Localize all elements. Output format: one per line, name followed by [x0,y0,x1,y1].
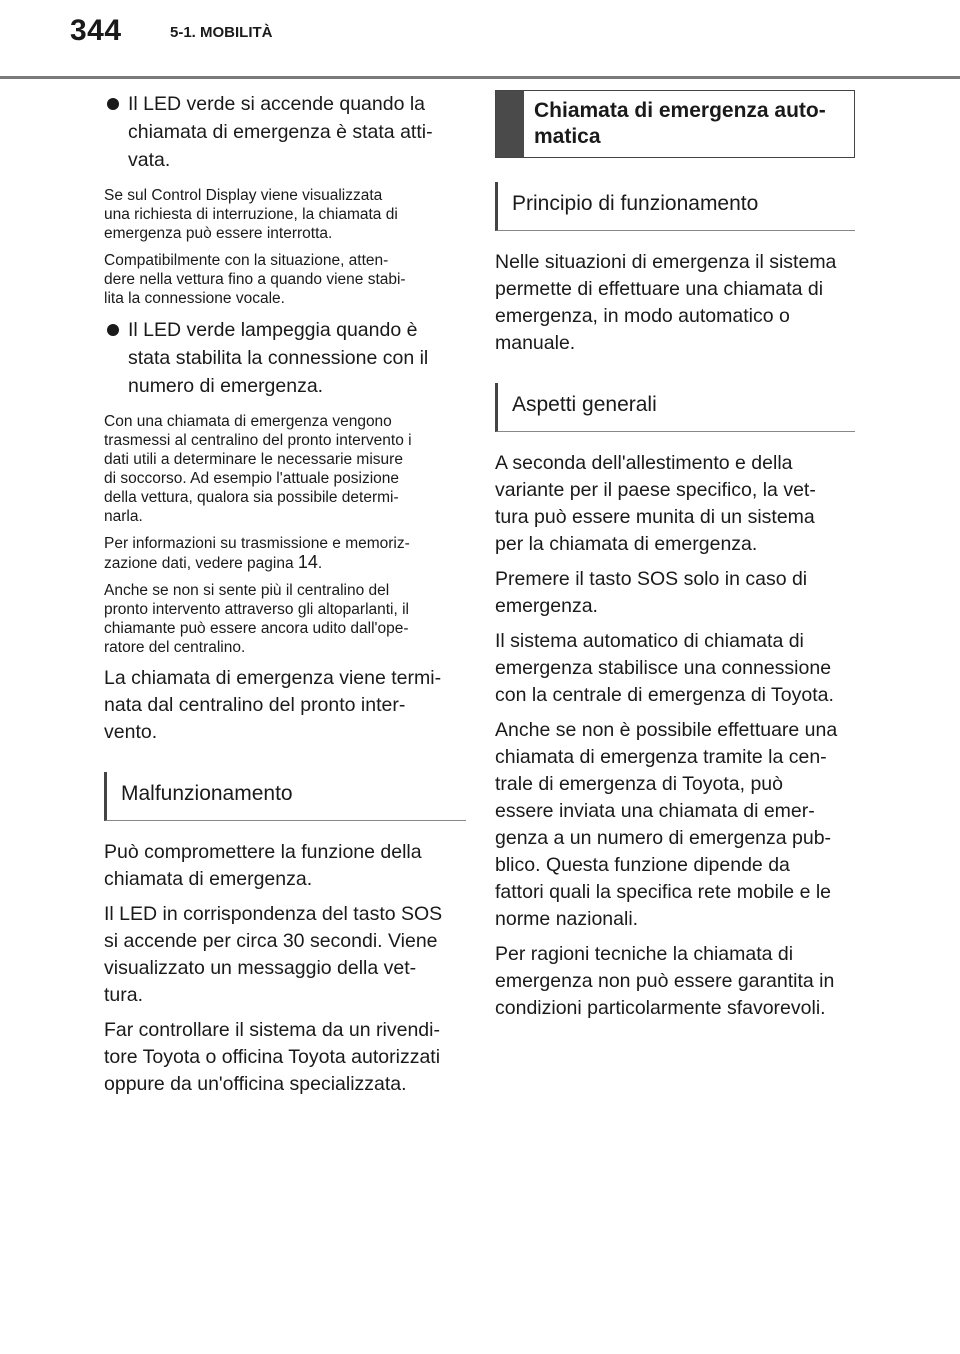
text-line: nata dal centralino del pronto inter- [104,694,406,716]
text-line: Il LED verde lampeggia quando è [128,319,418,341]
text-line: vata. [128,149,171,171]
text-line: permette di effettuare una chiamata di [495,278,824,300]
text-line: Per ragioni tecniche la chiamata di [495,943,794,965]
text-line: numero di emergenza. [128,375,324,397]
text-line: matica [534,125,601,148]
text-line: ratore del centralino. [104,639,246,656]
text-line: lita la connessione vocale. [104,290,285,307]
bullet-led-on [104,90,466,174]
header-rule [0,76,960,79]
note-wait [104,251,466,308]
bullet-led-blink [104,316,466,400]
text-line: per la chiamata di emergenza. [495,533,758,555]
chapter-heading-box [495,90,855,158]
text-line: narla. [104,508,143,525]
section-title: 5-1. MOBILITÀ [170,24,273,41]
text-line: trasmessi al centralino del pronto intervento i [104,432,412,449]
bullet-dot-icon [107,324,119,336]
text-line: Il sistema automatico di chiamata di [495,630,804,652]
note-speaker [104,581,466,657]
body-malfunction-1 [104,839,466,893]
text-line: emergenza stabilisce una connessione [495,657,832,679]
text-line: Anche se non si sente più il centralino del [104,582,390,599]
text-line: chiamata di emergenza tramite la cen- [495,746,827,768]
body-call-terminated [104,665,466,746]
text-line: stata stabilita la connessione con il [128,347,429,369]
text-line: Compatibilmente con la situazione, atten- [104,252,389,269]
text-line: chiamante può essere ancora udito dall'ope- [104,620,409,637]
text-line: di soccorso. Ad esempio l'attuale posizione [104,470,400,487]
text-line: variante per il paese specifico, la vet- [495,479,816,501]
text-line: Premere il tasto SOS solo in caso di [495,568,808,590]
subhead-general: Aspetti generali [495,383,855,432]
text-line: A seconda dell'allestimento e della [495,452,793,474]
text-line: chiamata di emergenza. [104,868,313,890]
chapter-heading-title [534,98,826,150]
text-line: Nelle situazioni di emergenza il sistema [495,251,837,273]
text-line: Anche se non è possibile effettuare una [495,719,838,741]
subhead-principle: Principio di funzionamento [495,182,855,231]
text-line: Il LED in corrispondenza del tasto SOS [104,903,443,925]
text-line: essere inviata una chiamata di emer- [495,800,815,822]
text-line: blico. Questa funzione dipende da [495,854,790,876]
text-line: emergenza non può essere garantita in [495,970,835,992]
text-line: visualizzato un messaggio della vet- [104,957,417,979]
text-line: tore Toyota o officina Toyota autorizzati [104,1046,441,1068]
text-line: chiamata di emergenza è stata atti- [128,121,433,143]
body-general-1 [495,450,855,558]
body-general-2 [495,566,855,620]
bullet-dot-icon [107,98,119,110]
left-column [104,90,466,1106]
body-general-3 [495,628,855,709]
body-malfunction-3 [104,1017,466,1098]
text-line: Far controllare il sistema da un rivendi- [104,1019,440,1041]
subhead-malfunction: Malfunzionamento [104,772,466,821]
body-principle [495,249,855,357]
text-line: vento. [104,721,158,743]
text-line: pronto intervento attraverso gli altoparlanti, il [104,601,409,618]
text-line: una richiesta di interruzione, la chiamata di [104,206,398,223]
text-line: Se sul Control Display viene visualizzata [104,187,383,204]
text-line: Il LED verde si accende quando la [128,93,426,115]
note-data-storage: Per informazioni su trasmissione e memoriz- zazione dati, vedere pagina 14. [104,535,410,572]
text-line: manuale. [495,332,576,354]
text-line: fattori quali la specifica rete mobile e le [495,881,832,903]
text-line: con la centrale di emergenza di Toyota. [495,684,834,706]
note-data-transmitted [104,412,466,526]
text-line: Con una chiamata di emergenza vengono [104,413,392,430]
text-line: La chiamata di emergenza viene termi- [104,667,442,689]
text-line: oppure da un'officina specializzata. [104,1073,407,1095]
text-line: tura. [104,984,144,1006]
text-line: trale di emergenza di Toyota, può [495,773,783,795]
body-general-5 [495,941,855,1022]
text-line: genza a un numero di emergenza pub- [495,827,832,849]
text-line: della vettura, qualora sia possibile determi- [104,489,399,506]
body-malfunction-2 [104,901,466,1009]
text-line: norme nazionali. [495,908,639,930]
text-line: emergenza, in modo automatico o [495,305,790,327]
text-line: dati utili a determinare le necessarie misure [104,451,403,468]
text-line: condizioni particolarmente sfavorevoli. [495,997,826,1019]
text-line: dere nella vettura fino a quando viene stabi- [104,271,406,288]
body-general-4 [495,717,855,933]
page-header [0,0,960,80]
text-line: Chiamata di emergenza auto- [534,99,826,122]
text-line: emergenza può essere interrotta. [104,225,333,242]
page-reference-link[interactable]: 14 [297,552,318,572]
text-line: emergenza. [495,595,598,617]
text-line: tura può essere munita di un sistema [495,506,815,528]
page-number: 344 [70,14,122,47]
text-line: si accende per circa 30 secondi. Viene [104,930,438,952]
right-column [495,90,855,1030]
heading-bar [496,91,524,157]
note-interrupt [104,186,466,243]
text-line: Può compromettere la funzione della [104,841,422,863]
